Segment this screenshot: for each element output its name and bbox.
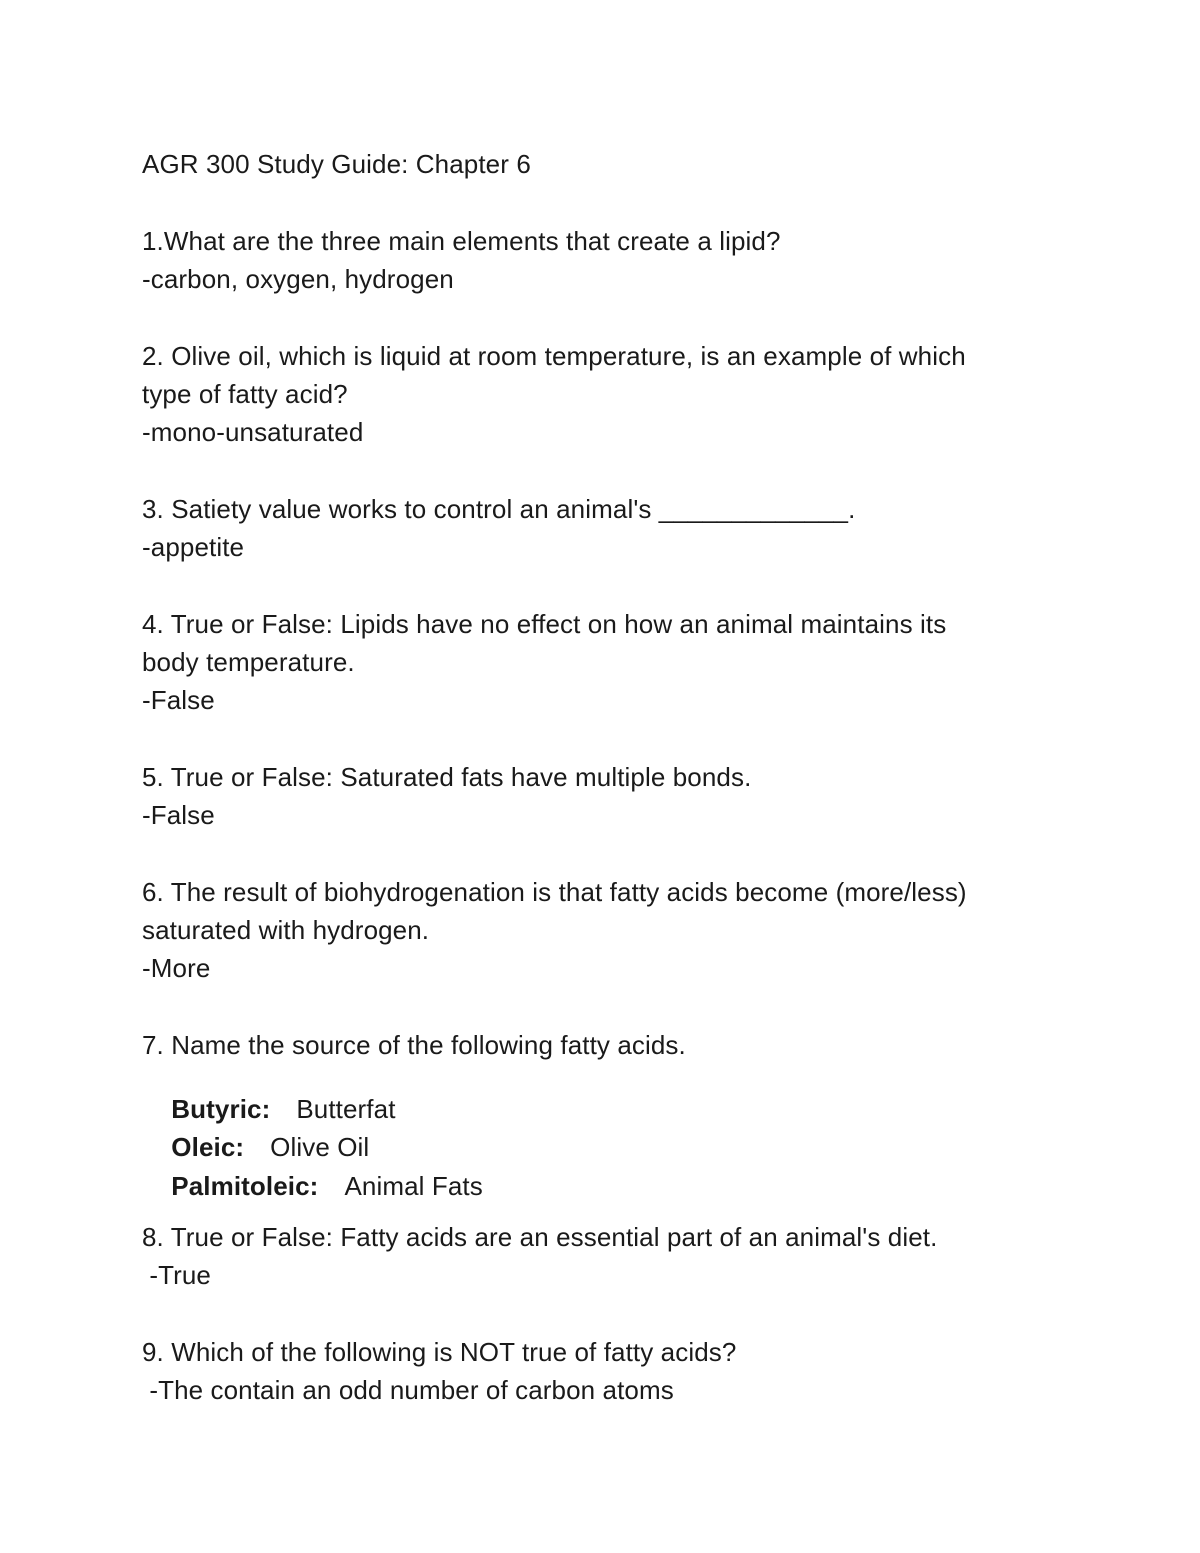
- answer-2-text: -mono-unsaturated: [142, 417, 364, 447]
- question-1-text: 1.What are the three main elements that create a lipid?: [142, 226, 781, 256]
- term-label: Butyric:: [171, 1094, 271, 1124]
- question-2-text-continued: type of fatty acid?: [142, 379, 348, 409]
- question-4-text: 4. True or False: Lipids have no effect on how an animal maintains its: [142, 609, 947, 639]
- question-5-text: 5. True or False: Saturated fats have multiple bonds.: [142, 762, 752, 792]
- answer-4-text: -False: [142, 685, 215, 715]
- answer-5-text: -False: [142, 800, 215, 830]
- term-source: Olive Oil: [270, 1132, 370, 1162]
- question-4-text-continued: body temperature.: [142, 647, 355, 677]
- question-9-text: 9. Which of the following is NOT true of fatty acids?: [142, 1337, 737, 1367]
- term-label: Palmitoleic:: [171, 1171, 319, 1201]
- answer-1-text: -carbon, oxygen, hydrogen: [142, 264, 454, 294]
- answer-9-text: -The contain an odd number of carbon atoms: [142, 1375, 674, 1405]
- question-6-text: 6. The result of biohydrogenation is that fatty acids become (more/less): [142, 877, 967, 907]
- answer-8-text: -True: [142, 1260, 211, 1290]
- question-3-text: 3. Satiety value works to control an animal's _____________.: [142, 494, 856, 524]
- question-7-text: 7. Name the source of the following fatty acids.: [142, 1030, 686, 1060]
- question-2-text: 2. Olive oil, which is liquid at room temperature, is an example of which: [142, 341, 966, 371]
- term-row-palmitoleic: [142, 1147, 483, 1225]
- term-label: Oleic:: [171, 1132, 245, 1162]
- answer-3-text: -appetite: [142, 532, 245, 562]
- question-8-text: 8. True or False: Fatty acids are an essential part of an animal's diet.: [142, 1222, 938, 1252]
- page-title: AGR 300 Study Guide: Chapter 6: [142, 149, 531, 179]
- question-6-text-continued: saturated with hydrogen.: [142, 915, 430, 945]
- term-source: Animal Fats: [344, 1171, 483, 1201]
- answer-6-text: -More: [142, 953, 211, 983]
- term-source: Butterfat: [296, 1094, 396, 1124]
